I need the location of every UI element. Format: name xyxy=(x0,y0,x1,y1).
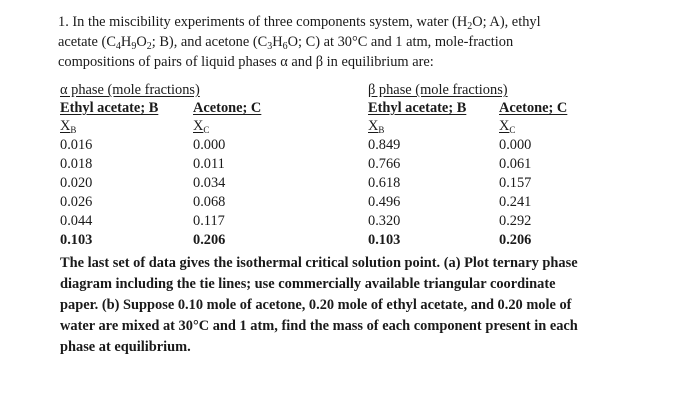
alpha-xb-value: 0.020 xyxy=(60,175,93,191)
subscript: 9 xyxy=(131,41,137,52)
alpha-xb-value: 0.026 xyxy=(60,194,93,210)
alpha-xc-value: 0.117 xyxy=(193,213,225,229)
problem-line-2-mid: ; B), and acetone (C xyxy=(151,34,268,50)
beta-xc-value: 0.061 xyxy=(499,156,532,172)
subscript: 2 xyxy=(467,21,473,32)
beta-xb-value: 0.618 xyxy=(368,175,401,191)
beta-xc-value: 0.157 xyxy=(499,175,532,191)
alpha-xb-value: 0.018 xyxy=(60,156,93,172)
beta-xb-value: 0.766 xyxy=(368,156,401,172)
alpha-xb-value: 0.103 xyxy=(60,232,93,248)
question-line: water are mixed at 30°C and 1 atm, find the mass of each component present in each xyxy=(60,318,578,334)
beta-col-b-symbol xyxy=(368,118,384,135)
alpha-xb-value: 0.016 xyxy=(60,137,93,153)
subscript: B xyxy=(70,125,77,135)
symbol-letter: X xyxy=(499,118,510,134)
problem-line-2-start: acetate (C xyxy=(58,34,116,50)
beta-col-c-header: Acetone; C xyxy=(499,100,568,116)
element-symbol: H xyxy=(120,34,132,50)
beta-col-c-symbol xyxy=(499,118,515,135)
question-line: diagram including the tie lines; use commercially available triangular coordinate xyxy=(60,276,556,292)
beta-xc-value: 0.000 xyxy=(499,137,532,153)
beta-xb-values xyxy=(368,136,400,250)
problem-line-1-end: O; A), ethyl xyxy=(472,14,541,30)
problem-line-1-text: 1. In the miscibility experiments of three components system, water (H xyxy=(58,14,468,30)
alpha-col-b-symbol xyxy=(60,118,76,135)
symbol-letter: X xyxy=(368,118,379,134)
alpha-col-b-header: Ethyl acetate; B xyxy=(60,100,159,116)
beta-col-b-header: Ethyl acetate; B xyxy=(368,100,467,116)
problem-line-3: compositions of pairs of liquid phases α and β in equilibrium are: xyxy=(58,54,434,70)
subscript: 6 xyxy=(282,41,288,52)
beta-xb-value: 0.103 xyxy=(368,232,401,248)
alpha-col-c-header: Acetone; C xyxy=(193,100,262,116)
alpha-col-c-symbol xyxy=(193,118,209,135)
problem-line-1 xyxy=(58,12,618,32)
alpha-xc-values xyxy=(193,136,225,250)
beta-xc-value: 0.241 xyxy=(499,194,532,210)
alpha-xc-value: 0.034 xyxy=(193,175,226,191)
alpha-phase-title: α phase (mole fractions) xyxy=(60,82,200,98)
element-symbol: O xyxy=(136,34,147,50)
subscript: B xyxy=(378,125,385,135)
question-line: phase at equilibrium. xyxy=(60,339,191,355)
alpha-xb-value: 0.044 xyxy=(60,213,93,229)
alpha-xc-value: 0.000 xyxy=(193,137,226,153)
question-line: The last set of data gives the isothermal critical solution point. (a) Plot ternary phase xyxy=(60,255,578,271)
subscript: 4 xyxy=(115,41,121,52)
alpha-xc-value: 0.011 xyxy=(193,156,225,172)
alpha-xc-value: 0.068 xyxy=(193,194,226,210)
question-text xyxy=(60,253,620,358)
beta-xb-value: 0.496 xyxy=(368,194,401,210)
problem-line-2-end: O; C) at 30°C and 1 atm, mole-fraction xyxy=(287,34,514,50)
element-symbol: H xyxy=(272,34,283,50)
alpha-xc-value: 0.206 xyxy=(193,232,226,248)
beta-phase-title: β phase (mole fractions) xyxy=(368,82,508,98)
beta-xc-value: 0.292 xyxy=(499,213,532,229)
beta-xb-value: 0.320 xyxy=(368,213,401,229)
beta-xc-values xyxy=(499,136,531,250)
question-line: paper. (b) Suppose 0.10 mole of acetone, 0.20 mole of ethyl acetate, and 0.20 mole of xyxy=(60,297,572,313)
problem-statement xyxy=(58,12,618,72)
subscript: C xyxy=(509,125,516,135)
symbol-letter: X xyxy=(60,118,71,134)
beta-xb-value: 0.849 xyxy=(368,137,401,153)
beta-xc-value: 0.206 xyxy=(499,232,532,248)
problem-line-2 xyxy=(58,32,618,52)
subscript: C xyxy=(203,125,210,135)
symbol-letter: X xyxy=(193,118,204,134)
alpha-xb-values xyxy=(60,136,92,250)
subscript: 2 xyxy=(146,41,152,52)
subscript: 3 xyxy=(267,41,273,52)
